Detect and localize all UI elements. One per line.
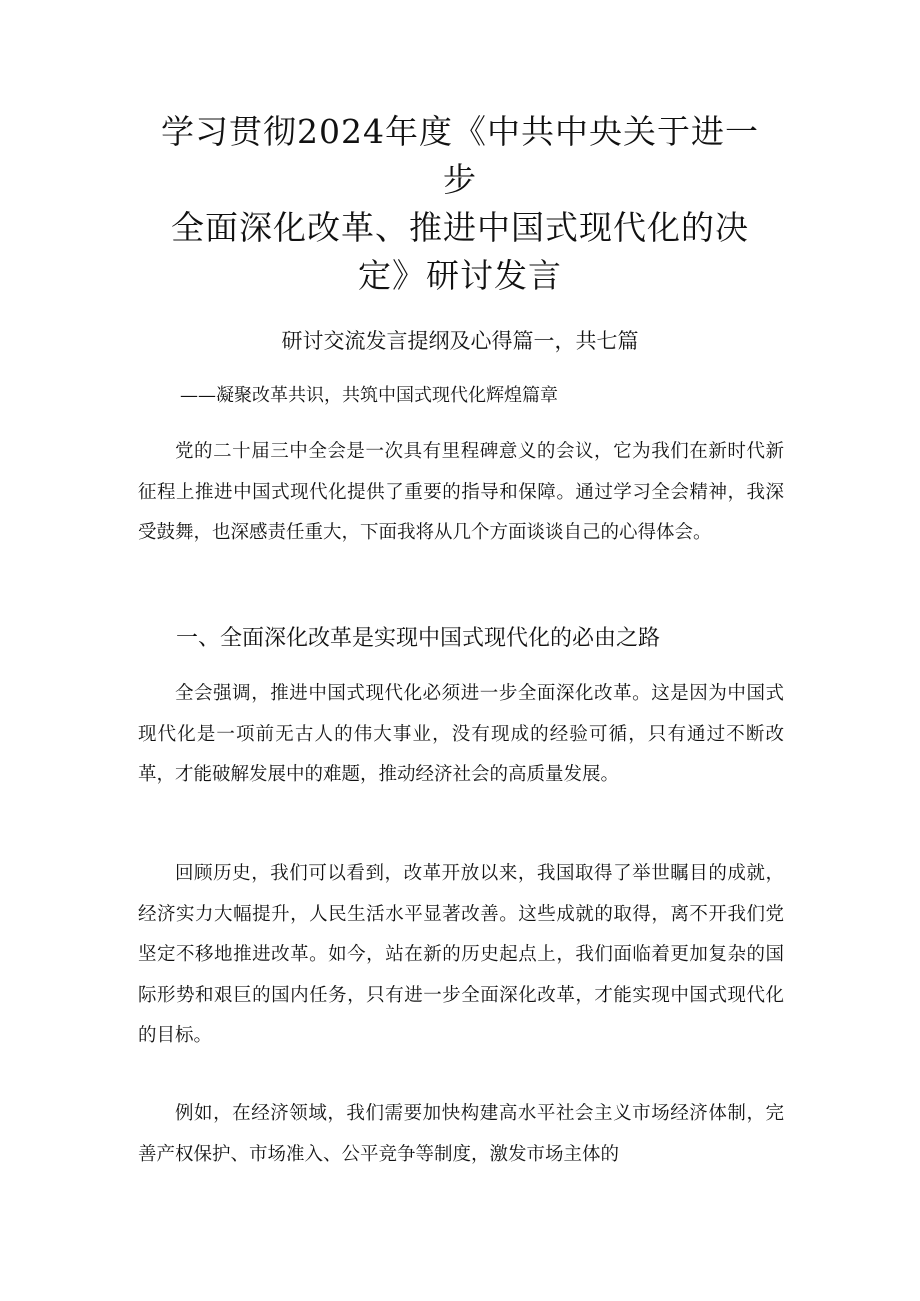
speech-subheading: 研讨交流发言提纲及心得篇一，共七篇 [281, 329, 639, 353]
document-title [150, 108, 770, 300]
title-line-1: 学习贯彻2024年度《中共中央关于进一步 [161, 112, 759, 199]
paragraph-economic-example: 例如，在经济领域，我们需要加快构建高水平社会主义市场经济体制，完善产权保护、市场准入、公平竞争等制度，激发市场主体的 [138, 1103, 784, 1165]
title-line-3: 定》研讨发言 [358, 256, 562, 295]
paragraph-history-review: 回顾历史，我们可以看到，改革开放以来，我国取得了举世瞩目的成就，经济实力大幅提升，人民生活水平显著改善。这些成就的取得，离不开我们党坚定不移地推进改革。如今，站在新的历史起点上，我们面临着更加复杂的国际形势和艰巨的国内任务，只有进一步全面深化改革，才能实现中国式现代化的目标。 [138, 863, 784, 1046]
speech-subtitle: ——凝聚改革共识，共筑中国式现代化辉煌篇章 [180, 385, 558, 406]
title-line-2: 全面深化改革、推进中国式现代化的决 [171, 208, 749, 247]
paragraph-reform-necessity: 全会强调，推进中国式现代化必须进一步全面深化改革。这是因为中国式现代化是一项前无古人的伟大事业，没有现成的经验可循，只有通过不断改革，才能破解发展中的难题，推动经济社会的高质量发展。 [138, 683, 784, 785]
section-heading-1: 一、全面深化改革是实现中国式现代化的必由之路 [176, 626, 661, 651]
paragraph-intro: 党的二十届三中全会是一次具有里程碑意义的会议，它为我们在新时代新征程上推进中国式现代化提供了重要的指导和保障。通过学习全会精神，我深受鼓舞，也深感责任重大，下面我将从几个方面谈谈自己的心得体会。 [138, 441, 784, 543]
